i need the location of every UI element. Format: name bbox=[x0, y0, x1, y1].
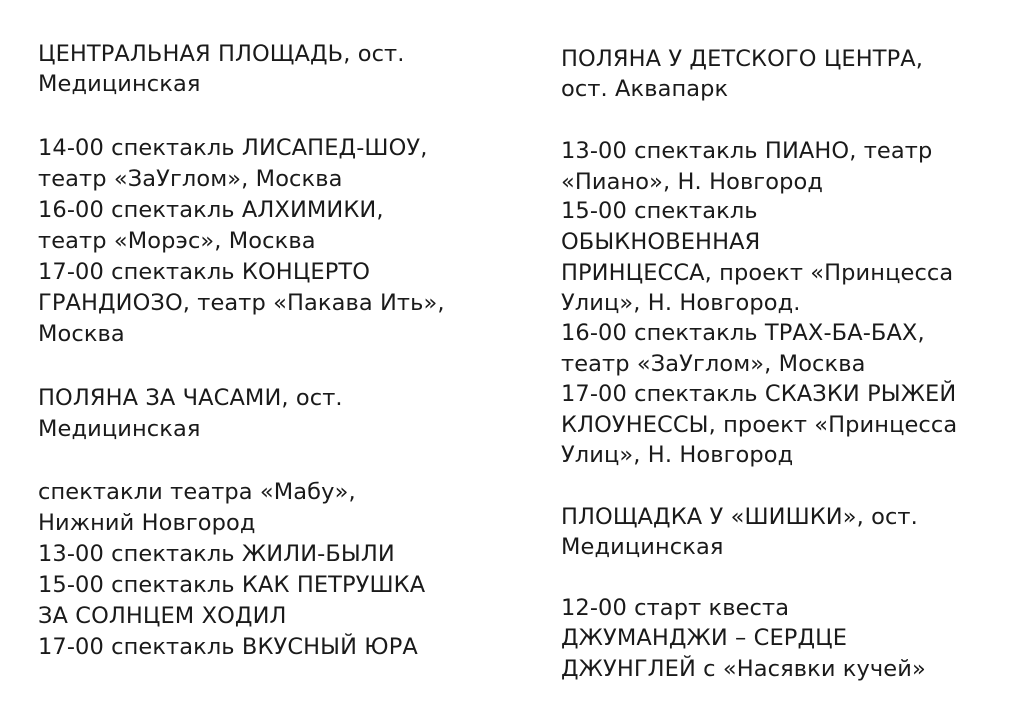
schedule-line: 13-00 спектакль ЖИЛИ-БЫЛИ bbox=[38, 541, 395, 567]
schedule-line: 17-00 спектакль КОНЦЕРТО bbox=[38, 259, 371, 285]
schedule-line: Улиц», Н. Новгород. bbox=[561, 290, 801, 316]
schedule-line: 17-00 спектакль ВКУСНЫЙ ЮРА bbox=[38, 634, 418, 660]
schedule-line: ДЖУНГЛЕЙ с «Насявки кучей» bbox=[561, 656, 926, 682]
section-heading: ПЛОЩАДКА У «ШИШКИ», ост. bbox=[561, 504, 918, 530]
schedule-line: 15-00 спектакль КАК ПЕТРУШКА bbox=[38, 572, 426, 598]
schedule-line: Улиц», Н. Новгород bbox=[561, 442, 794, 468]
schedule-line: 16-00 спектакль АЛХИМИКИ, bbox=[38, 197, 384, 223]
schedule-line: ЗА СОЛНЦЕМ ХОДИЛ bbox=[38, 603, 287, 629]
section-heading: ост. Аквапарк bbox=[561, 76, 729, 102]
schedule-line: ОБЫКНОВЕННАЯ bbox=[561, 229, 761, 255]
schedule-line: 16-00 спектакль ТРАХ-БА-БАХ, bbox=[561, 320, 925, 346]
schedule-line: 14-00 спектакль ЛИСАПЕД-ШОУ, bbox=[38, 135, 428, 161]
schedule-line: 17-00 спектакль СКАЗКИ РЫЖЕЙ bbox=[561, 381, 957, 407]
section-heading: ПОЛЯНА ЗА ЧАСАМИ, ост. bbox=[38, 385, 343, 411]
schedule-line: КЛОУНЕССЫ, проект «Принцесса bbox=[561, 412, 958, 438]
schedule-line: спектакли театра «Мабу», bbox=[38, 479, 356, 505]
schedule-line: 15-00 спектакль bbox=[561, 198, 758, 224]
section-heading: Медицинская bbox=[38, 71, 201, 97]
schedule-line: «Пиано», Н. Новгород bbox=[561, 169, 824, 195]
schedule-line: 13-00 спектакль ПИАНО, театр bbox=[561, 138, 933, 164]
section-heading: ПОЛЯНА У ДЕТСКОГО ЦЕНТРА, bbox=[561, 46, 923, 72]
schedule-line: ПРИНЦЕССА, проект «Принцесса bbox=[561, 260, 954, 286]
section-heading: ЦЕНТРАЛЬНАЯ ПЛОЩАДЬ, ост. bbox=[38, 41, 405, 67]
schedule-line: театр «Морэс», Москва bbox=[38, 228, 316, 254]
schedule-line: Москва bbox=[38, 321, 125, 347]
section-heading: Медицинская bbox=[38, 416, 201, 442]
schedule-line: ГРАНДИОЗО, театр «Пакава Ить», bbox=[38, 290, 445, 316]
schedule-line: театр «ЗаУглом», Москва bbox=[561, 351, 866, 377]
schedule-line: театр «ЗаУглом», Москва bbox=[38, 166, 343, 192]
schedule-line: 12-00 старт квеста bbox=[561, 595, 790, 621]
schedule-line: ДЖУМАНДЖИ – СЕРДЦЕ bbox=[561, 625, 848, 651]
section-heading: Медицинская bbox=[561, 534, 724, 560]
schedule-line: Нижний Новгород bbox=[38, 510, 256, 536]
